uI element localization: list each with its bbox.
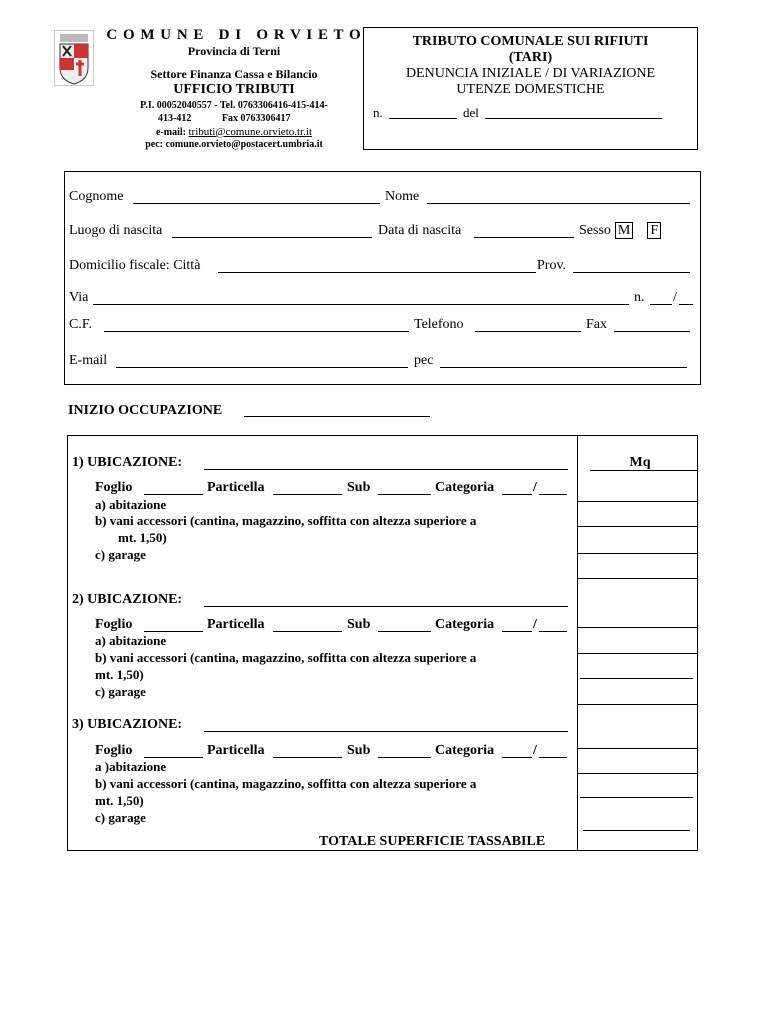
ubic-2-b: b) vani accessori (cantina, magazzino, soffitta con altezza superiore a xyxy=(95,650,477,665)
particella-2-field[interactable] xyxy=(273,631,342,632)
ubic-1-a: a) abitazione xyxy=(95,497,167,512)
mq-sep xyxy=(580,678,693,679)
ubic-3-b2: mt. 1,50) xyxy=(95,793,144,808)
ubicazione-3-field[interactable] xyxy=(204,731,568,732)
totale-superficie-label: TOTALE SUPERFICIE TASSABILE xyxy=(319,834,546,849)
categoria-2-slash: / xyxy=(533,617,537,632)
foglio-label: Foglio xyxy=(95,480,133,495)
fax-number: Fax 0763306417 xyxy=(221,113,291,124)
particella-2-label: Particella xyxy=(207,617,265,632)
particella-1-field[interactable] xyxy=(273,494,342,495)
mq-sep xyxy=(577,748,698,749)
cf-label: C.F. xyxy=(69,317,93,332)
mq-sep xyxy=(577,627,698,628)
mq-sep xyxy=(583,830,690,831)
categoria-3-slash: / xyxy=(533,743,537,758)
sesso-f-box[interactable]: F xyxy=(647,222,661,239)
mq-sep xyxy=(577,773,698,774)
prov-label: Prov. xyxy=(537,258,567,273)
ubicazione-2-label: 2) UBICAZIONE: xyxy=(72,592,183,607)
categoria-3-field-b[interactable] xyxy=(539,757,567,758)
email-link[interactable]: tributi@comune.orvieto.tr.it xyxy=(188,126,312,138)
ubic-1-b: b) vani accessori (cantina, magazzino, soffitta con altezza superiore a xyxy=(95,513,477,528)
cognome-label: Cognome xyxy=(69,189,124,204)
comune-name: C O M U N E D I O R V I E T O xyxy=(106,27,362,43)
mq-sep xyxy=(580,797,693,798)
del-field[interactable] xyxy=(485,118,662,119)
civico-field[interactable] xyxy=(650,304,672,305)
contacts-line1: P.I. 00052040557 - Tel. 0763306416-415-414- xyxy=(140,100,328,111)
categoria-2-field-a[interactable] xyxy=(502,631,532,632)
foglio-2-label: Foglio xyxy=(95,617,133,632)
ubic-1-b2: mt. 1,50) xyxy=(118,530,167,545)
categoria-2-field-b[interactable] xyxy=(539,631,567,632)
settore: Settore Finanza Cassa e Bilancio xyxy=(150,67,318,81)
ubic-3-a: a )abitazione xyxy=(95,759,167,774)
title-line1: TRIBUTO COMUNALE SUI RIFIUTI xyxy=(412,34,649,49)
foglio-3-field[interactable] xyxy=(144,757,203,758)
cognome-field[interactable] xyxy=(133,203,380,204)
pec-line: pec: comune.orvieto@postacert.umbria.it xyxy=(145,139,323,150)
particella-3-label: Particella xyxy=(207,743,265,758)
prov-field[interactable] xyxy=(573,272,690,273)
telefono-field[interactable] xyxy=(475,331,581,332)
mq-header-line xyxy=(590,470,698,471)
ubicazione-1-field[interactable] xyxy=(204,469,568,470)
nome-label: Nome xyxy=(385,189,420,204)
sub-2-field[interactable] xyxy=(378,631,431,632)
coat-of-arms-icon xyxy=(54,30,94,86)
particella-3-field[interactable] xyxy=(273,757,342,758)
sesso-m-box[interactable]: M xyxy=(615,222,633,239)
nome-field[interactable] xyxy=(427,203,690,204)
ubic-2-b2: mt. 1,50) xyxy=(95,667,144,682)
sub-3-label: Sub xyxy=(347,743,371,758)
catasto-1 xyxy=(95,480,132,496)
data-nascita-label: Data di nascita xyxy=(378,223,462,238)
via-label: Via xyxy=(69,290,89,305)
ubic-1-c: c) garage xyxy=(95,547,146,562)
ubic-2-a: a) abitazione xyxy=(95,633,167,648)
categoria-1-label: Categoria xyxy=(435,480,495,495)
ubicazione-3-label: 3) UBICAZIONE: xyxy=(72,717,183,732)
civico-slash: / xyxy=(673,290,677,305)
luogo-field[interactable] xyxy=(172,237,372,238)
citta-field[interactable] xyxy=(218,272,536,273)
ubicazione-2-field[interactable] xyxy=(204,606,568,607)
fax-field[interactable] xyxy=(614,331,690,332)
categoria-1-slash: / xyxy=(533,480,537,495)
n-field[interactable] xyxy=(389,118,457,119)
domicilio-label: Domicilio fiscale: Città xyxy=(69,258,201,273)
categoria-1-field-b[interactable] xyxy=(539,494,567,495)
via-field[interactable] xyxy=(93,304,629,305)
contacts-line2 xyxy=(158,113,358,124)
foglio-1-field[interactable] xyxy=(144,494,203,495)
ubic-2-c: c) garage xyxy=(95,684,146,699)
luogo-label: Luogo di nascita xyxy=(69,223,163,238)
phone-extra: 413-412 xyxy=(158,113,192,124)
sesso-label xyxy=(579,222,661,239)
email-field[interactable] xyxy=(116,367,408,368)
title-line3: DENUNCIA INIZIALE / DI VARIAZIONE xyxy=(405,66,656,81)
sesso-text: Sesso xyxy=(579,223,611,238)
mq-sep xyxy=(577,653,698,654)
inizio-occupazione-field[interactable] xyxy=(244,416,430,417)
telefono-label: Telefono xyxy=(414,317,464,332)
data-nascita-field[interactable] xyxy=(474,237,574,238)
mq-sep xyxy=(577,501,698,502)
email-label: E-mail xyxy=(69,353,108,368)
n-label: n. xyxy=(373,105,383,120)
title-line4: UTENZE DOMESTICHE xyxy=(456,82,605,97)
pec-label: pec xyxy=(414,353,434,368)
mq-sep xyxy=(577,526,698,527)
ubicazione-1-label: 1) UBICAZIONE: xyxy=(72,455,183,470)
categoria-2-label: Categoria xyxy=(435,617,495,632)
ubic-3-c: c) garage xyxy=(95,810,146,825)
cf-field[interactable] xyxy=(104,331,409,332)
mq-sep xyxy=(577,704,698,705)
del-label: del xyxy=(463,105,479,120)
sub-3-field[interactable] xyxy=(378,757,431,758)
sub-1-field[interactable] xyxy=(378,494,431,495)
categoria-1-field-a[interactable] xyxy=(502,494,532,495)
fax-label: Fax xyxy=(586,317,607,332)
email-line xyxy=(100,126,368,138)
pec-field[interactable] xyxy=(440,367,687,368)
civico-bis-field[interactable] xyxy=(679,304,693,305)
ufficio: UFFICIO TRIBUTI xyxy=(173,82,295,97)
civico-label: n. xyxy=(634,290,645,305)
foglio-2-field[interactable] xyxy=(144,631,203,632)
sub-2-label: Sub xyxy=(347,617,371,632)
particella-1-label: Particella xyxy=(207,480,265,495)
provincia: Provincia di Terni xyxy=(187,44,281,58)
foglio-3-label: Foglio xyxy=(95,743,133,758)
mq-sep xyxy=(577,578,698,579)
email-label: e-mail: xyxy=(156,127,186,138)
sub-1-label: Sub xyxy=(347,480,371,495)
inizio-occupazione-label: INIZIO OCCUPAZIONE xyxy=(68,403,223,418)
title-line2: (TARI) xyxy=(508,50,553,65)
categoria-3-field-a[interactable] xyxy=(502,757,532,758)
ubic-3-b: b) vani accessori (cantina, magazzino, soffitta con altezza superiore a xyxy=(95,776,477,791)
table-column-divider xyxy=(577,435,578,851)
categoria-3-label: Categoria xyxy=(435,743,495,758)
mq-sep xyxy=(577,553,698,554)
comune-logo xyxy=(54,30,94,86)
mq-header: Mq xyxy=(629,455,651,470)
